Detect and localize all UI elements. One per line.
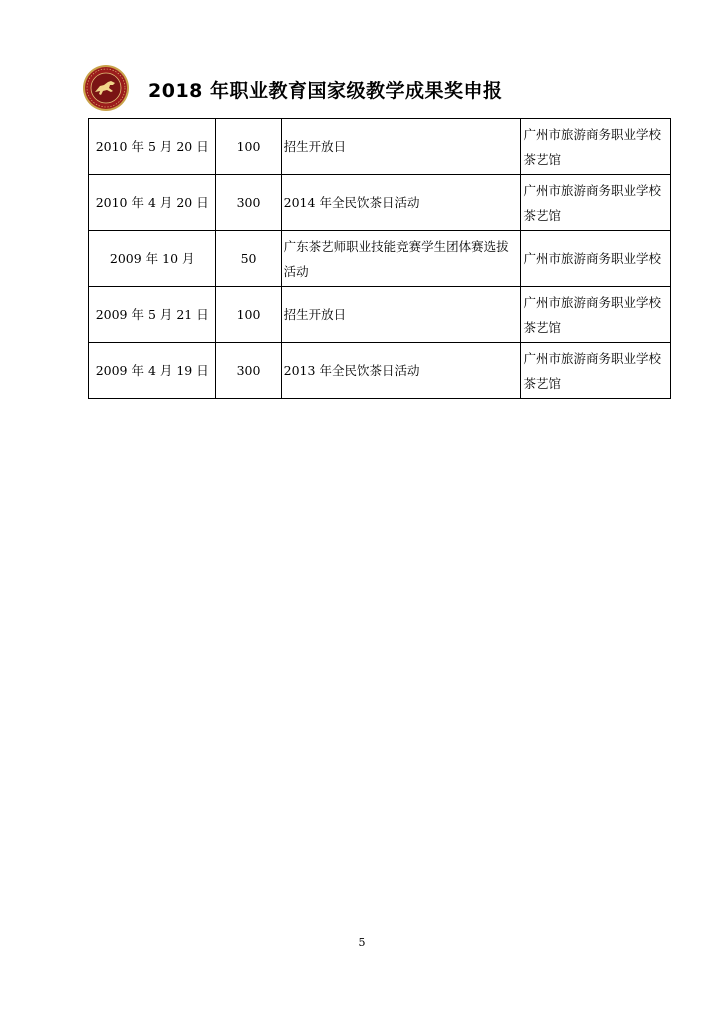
organizer-cell: 广州市旅游商务职业学校茶艺馆 xyxy=(521,175,671,231)
organizer-cell: 广州市旅游商务职业学校茶艺馆 xyxy=(521,287,671,343)
date-cell: 2010 年 5 月 20 日 xyxy=(89,119,216,175)
count-cell: 100 xyxy=(216,287,281,343)
table-row xyxy=(89,343,671,399)
count-cell: 50 xyxy=(216,231,281,287)
page-number: 5 xyxy=(358,936,366,949)
date-cell: 2009 年 10 月 xyxy=(89,231,216,287)
activity-cell: 2014 年全民饮茶日活动 xyxy=(281,175,521,231)
organizer-cell: 广州市旅游商务职业学校茶艺馆 xyxy=(521,343,671,399)
table-row xyxy=(89,231,671,287)
activity-cell: 招生开放日 xyxy=(281,119,521,175)
activity-table xyxy=(88,118,671,399)
count-cell: 300 xyxy=(216,175,281,231)
table-row xyxy=(89,119,671,175)
table-row xyxy=(89,287,671,343)
activity-cell: 广东茶艺师职业技能竞赛学生团体赛选拔活动 xyxy=(281,231,521,287)
date-cell: 2009 年 4 月 19 日 xyxy=(89,343,216,399)
activity-cell: 招生开放日 xyxy=(281,287,521,343)
table-row xyxy=(89,175,671,231)
date-cell: 2009 年 5 月 21 日 xyxy=(89,287,216,343)
page-header xyxy=(78,62,678,118)
activity-cell: 2013 年全民饮茶日活动 xyxy=(281,343,521,399)
count-cell: 100 xyxy=(216,119,281,175)
count-cell: 300 xyxy=(216,343,281,399)
page-title: 2018 年职业教育国家级教学成果奖申报 xyxy=(148,80,503,102)
date-cell: 2010 年 4 月 20 日 xyxy=(89,175,216,231)
organizer-cell: 广州市旅游商务职业学校 xyxy=(521,231,671,287)
school-emblem-horse-icon xyxy=(82,64,130,112)
organizer-cell: 广州市旅游商务职业学校茶艺馆 xyxy=(521,119,671,175)
